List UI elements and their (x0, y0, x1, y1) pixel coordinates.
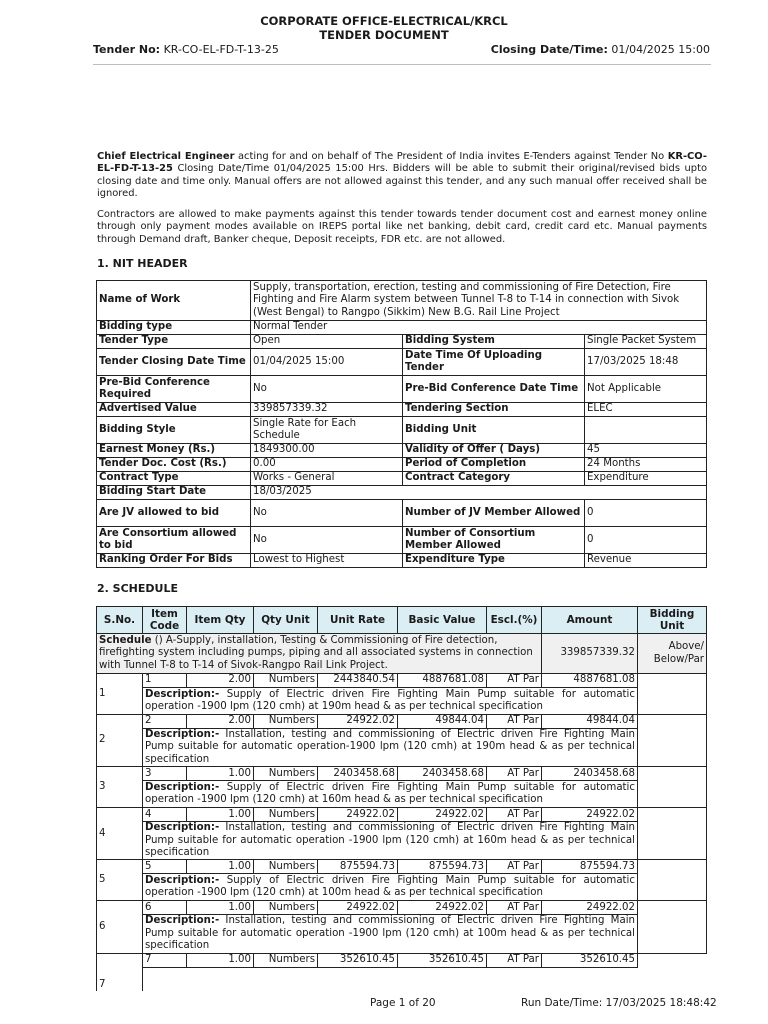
nit-value: 01/04/2025 15:00 (251, 349, 403, 376)
nit-value: Not Applicable (585, 376, 707, 403)
nit-value: 0 (585, 527, 707, 554)
nit-value: Expenditure (585, 472, 707, 486)
intro-tender-no: KR-CO-EL-FD-T-13-25 (97, 151, 707, 175)
item-qty: 2.00 (187, 715, 254, 729)
item-description (143, 822, 638, 860)
item-qty: 1.00 (187, 860, 254, 874)
item-code: 5 (143, 860, 187, 874)
nit-label: Ranking Order For Bids (97, 554, 251, 568)
item-amount: 24922.02 (542, 901, 638, 915)
schedule-summary-desc: () A-Supply, installation, Testing & Commissioning of Fire detection, firefighting system including pumps, piping and all associated systems in connection with Tunnel T-8 to T-14 of Sivok-Rangpo Rail Link Project. (99, 634, 533, 671)
serial-number: 5 (97, 860, 143, 901)
nit-label: Pre-Bid Conference Required (97, 376, 251, 403)
nit-label: Bidding Start Date (97, 486, 251, 500)
table-row (97, 715, 707, 729)
basic-value: 4887681.08 (398, 674, 487, 688)
description-row (97, 822, 707, 860)
escalation: AT Par (487, 901, 542, 915)
nit-label: Date Time Of Uploading Tender (403, 349, 585, 376)
nit-value: Open (251, 335, 403, 349)
description-row (97, 915, 707, 953)
nit-label: Pre-Bid Conference Date Time (403, 376, 585, 403)
run-datetime: Run Date/Time: 17/03/2025 18:48:42 (521, 997, 717, 1009)
nit-value: Lowest to Highest (251, 554, 403, 568)
table-row (97, 674, 707, 688)
nit-value: Single Rate for Each Schedule (251, 417, 403, 444)
description-label: Description:- (145, 781, 220, 793)
item-amount: 24922.02 (542, 808, 638, 822)
escalation: AT Par (487, 808, 542, 822)
tender-number-value: KR-CO-EL-FD-T-13-25 (163, 43, 279, 56)
nit-label: Are Consortium allowed to bid (97, 527, 251, 554)
description-text: Supply of Electric driven Fire Fighting Main Pump suitable for automatic operation -1900 lpm (120 cmh) at 100m head & as per technical specification (145, 875, 635, 899)
bidding-unit-cell (638, 767, 707, 808)
nit-label: Validity of Offer ( Days) (403, 444, 585, 458)
nit-value: 0.00 (251, 458, 403, 472)
column-header: Unit Rate (318, 607, 398, 634)
escalation: AT Par (487, 674, 542, 688)
description-text: Supply of Electric driven Fire Fighting Main Pump suitable for automatic operation -1900 lpm (120 cmh) at 160m head & as per technical specification (145, 781, 635, 806)
item-amount: 49844.04 (542, 715, 638, 729)
serial-number: 7 (97, 953, 143, 991)
table-row (97, 953, 707, 967)
item-amount: 4887681.08 (542, 674, 638, 688)
description-label: Description:- (145, 822, 220, 834)
description-label: Description:- (145, 729, 220, 740)
item-code: 4 (143, 808, 187, 822)
serial-number: 4 (97, 808, 143, 860)
item-qty: 1.00 (187, 901, 254, 915)
item-amount: 875594.73 (542, 860, 638, 874)
basic-value: 875594.73 (398, 860, 487, 874)
bidding-unit-cell (638, 715, 707, 767)
item-qty: 1.00 (187, 767, 254, 781)
nit-label: Tender Closing Date Time (97, 349, 251, 376)
description-row (97, 781, 707, 808)
nit-value: 339857339.32 (251, 403, 403, 417)
nit-value: 17/03/2025 18:48 (585, 349, 707, 376)
unit-rate: 24922.02 (318, 715, 398, 729)
qty-unit: Numbers (254, 953, 318, 967)
nit-value: Revenue (585, 554, 707, 568)
bidding-unit-cell (638, 860, 707, 901)
schedule-summary-bidding-unit: Above/ Below/Par (638, 634, 707, 674)
nit-label: Bidding type (97, 321, 251, 335)
qty-unit: Numbers (254, 808, 318, 822)
nit-heading: 1. NIT HEADER (97, 257, 188, 270)
document-title: CORPORATE OFFICE-ELECTRICAL/KRCL (260, 14, 508, 28)
item-description (143, 729, 638, 767)
item-code: 7 (143, 953, 187, 967)
column-header: Item Qty (187, 607, 254, 634)
nit-value: Single Packet System (585, 335, 707, 349)
nit-table (96, 280, 707, 568)
nit-label: Tender Type (97, 335, 251, 349)
serial-number: 2 (97, 715, 143, 767)
nit-label: Earnest Money (Rs.) (97, 444, 251, 458)
column-header: Qty Unit (254, 607, 318, 634)
schedule-summary-text (97, 634, 542, 674)
document-subtitle: TENDER DOCUMENT (319, 28, 449, 42)
nit-label: Contract Category (403, 472, 585, 486)
item-description (143, 967, 638, 991)
description-text: Supply of Electric driven Fire Fighting Main Pump suitable for automatic operation -1900 lpm (120 cmh) at 190m head & as per technical specification (145, 688, 635, 712)
column-header: Item Code (143, 607, 187, 634)
table-row (97, 808, 707, 822)
nit-value-name-of-work: Supply, transportation, erection, testing and commissioning of Fire Detection, Fire Fighting and Fire Alarm system between Tunnel T-8 to T-14 in connection with Sivok (West Bengal) to Rangpo (Sikkim) New B.G. Rail Line Project (251, 281, 707, 321)
escalation: AT Par (487, 953, 542, 967)
nit-label: Period of Completion (403, 458, 585, 472)
nit-label: Number of Consortium Member Allowed (403, 527, 585, 554)
intro-text-b: Closing Date/Time 01/04/2025 15:00 Hrs. Bidders will be able to submit their original/revised bids upto closing date and time only. Manual offers are not allowed against this tender, and any such manual offer received shall be ignored. (97, 163, 707, 199)
table-row (97, 767, 707, 781)
nit-value: No (251, 500, 403, 527)
item-code: 1 (143, 674, 187, 688)
schedule-heading: 2. SCHEDULE (97, 582, 178, 595)
tender-number (93, 43, 279, 56)
description-label: Description:- (145, 688, 220, 700)
column-header: Bidding Unit (638, 607, 707, 634)
unit-rate: 2443840.54 (318, 674, 398, 688)
nit-label: Bidding Unit (403, 417, 585, 444)
basic-value: 2403458.68 (398, 767, 487, 781)
unit-rate: 24922.02 (318, 901, 398, 915)
closing-datetime-label: Closing Date/Time: (490, 43, 608, 56)
escalation: AT Par (487, 715, 542, 729)
bidding-unit-cell (638, 953, 707, 991)
nit-label: Expenditure Type (403, 554, 585, 568)
item-amount: 352610.45 (542, 953, 638, 967)
description-row (97, 874, 707, 901)
nit-value: ELEC (585, 403, 707, 417)
escalation: AT Par (487, 767, 542, 781)
qty-unit: Numbers (254, 767, 318, 781)
authority-name: Chief Electrical Engineer (97, 151, 235, 162)
description-text: Installation, testing and commissioning of Electric driven Fire Fighting Main Pump suitable for automatic operation -1900 lpm (120 cmh) at 160m head & as per technical specification (145, 822, 635, 859)
schedule-summary-label: Schedule (99, 634, 152, 646)
closing-datetime-value: 01/04/2025 15:00 (611, 43, 710, 56)
column-header: Basic Value (398, 607, 487, 634)
nit-label: Contract Type (97, 472, 251, 486)
nit-label: Tendering Section (403, 403, 585, 417)
item-description (143, 874, 638, 901)
payment-paragraph: Contractors are allowed to make payments against this tender towards tender document cost and earnest money online through only payment modes available on IREPS portal like net banking, debit card, credit card etc. Manual payments through Demand draft, Banker cheque, Deposit receipts, FDR etc. are not allowed. (97, 209, 707, 245)
escalation: AT Par (487, 860, 542, 874)
basic-value: 24922.02 (398, 808, 487, 822)
serial-number: 6 (97, 901, 143, 953)
nit-label: Tender Doc. Cost (Rs.) (97, 458, 251, 472)
item-qty: 2.00 (187, 674, 254, 688)
unit-rate: 24922.02 (318, 808, 398, 822)
column-header: Escl.(%) (487, 607, 542, 634)
item-code: 3 (143, 767, 187, 781)
serial-number: 3 (97, 767, 143, 808)
schedule-summary-row (97, 634, 707, 674)
item-description (143, 915, 638, 953)
unit-rate: 352610.45 (318, 953, 398, 967)
nit-value: 1849300.00 (251, 444, 403, 458)
nit-label: Advertised Value (97, 403, 251, 417)
serial-number: 1 (97, 674, 143, 715)
basic-value: 24922.02 (398, 901, 487, 915)
description-label: Description:- (145, 915, 220, 927)
bidding-unit-cell (638, 808, 707, 860)
description-label: Description:- (145, 875, 220, 887)
intro-text-a: acting for and on behalf of The President of India invites E-Tenders against Tender No (234, 151, 668, 162)
nit-value: No (251, 527, 403, 554)
description-row (97, 729, 707, 767)
column-header: Amount (542, 607, 638, 634)
description-row (97, 688, 707, 715)
bidding-unit-cell (638, 674, 707, 715)
tender-number-label: Tender No: (93, 43, 161, 56)
nit-value: Normal Tender (251, 321, 707, 335)
qty-unit: Numbers (254, 715, 318, 729)
table-row (97, 860, 707, 874)
item-qty: 1.00 (187, 808, 254, 822)
basic-value: 352610.45 (398, 953, 487, 967)
description-text: Installation, testing and commissioning of Electric driven Fire Fighting Main Pump suitable for automatic operation -1900 lpm (120 cmh) at 100m head & as per technical specification (145, 915, 635, 952)
nit-value: 18/03/2025 (251, 486, 707, 500)
qty-unit: Numbers (254, 860, 318, 874)
nit-label: Name of Work (97, 281, 251, 321)
nit-value: 45 (585, 444, 707, 458)
nit-value (585, 417, 707, 444)
nit-label: Bidding System (403, 335, 585, 349)
item-code: 2 (143, 715, 187, 729)
qty-unit: Numbers (254, 901, 318, 915)
intro-paragraph (97, 151, 707, 200)
nit-value: 24 Months (585, 458, 707, 472)
item-description (143, 781, 638, 808)
header-divider (93, 64, 711, 65)
bidding-unit-cell (638, 901, 707, 953)
schedule-summary-amount: 339857339.32 (542, 634, 638, 674)
unit-rate: 2403458.68 (318, 767, 398, 781)
nit-value: No (251, 376, 403, 403)
closing-datetime (491, 43, 710, 56)
unit-rate: 875594.73 (318, 860, 398, 874)
nit-label: Are JV allowed to bid (97, 500, 251, 527)
item-qty: 1.00 (187, 953, 254, 967)
page-number: Page 1 of 20 (370, 997, 436, 1009)
item-code: 6 (143, 901, 187, 915)
description-row (97, 967, 707, 991)
nit-value: Works - General (251, 472, 403, 486)
nit-label: Bidding Style (97, 417, 251, 444)
nit-value: 0 (585, 500, 707, 527)
basic-value: 49844.04 (398, 715, 487, 729)
nit-label: Number of JV Member Allowed (403, 500, 585, 527)
description-text: Installation, testing and commissioning of Electric driven Fire Fighting Main Pump suitable for automatic operation-1900 lpm (120 cmh) at 190m head & as per technical specification (145, 729, 635, 765)
table-row (97, 901, 707, 915)
column-header: S.No. (97, 607, 143, 634)
item-description (143, 688, 638, 715)
item-amount: 2403458.68 (542, 767, 638, 781)
schedule-table (96, 606, 707, 991)
qty-unit: Numbers (254, 674, 318, 688)
